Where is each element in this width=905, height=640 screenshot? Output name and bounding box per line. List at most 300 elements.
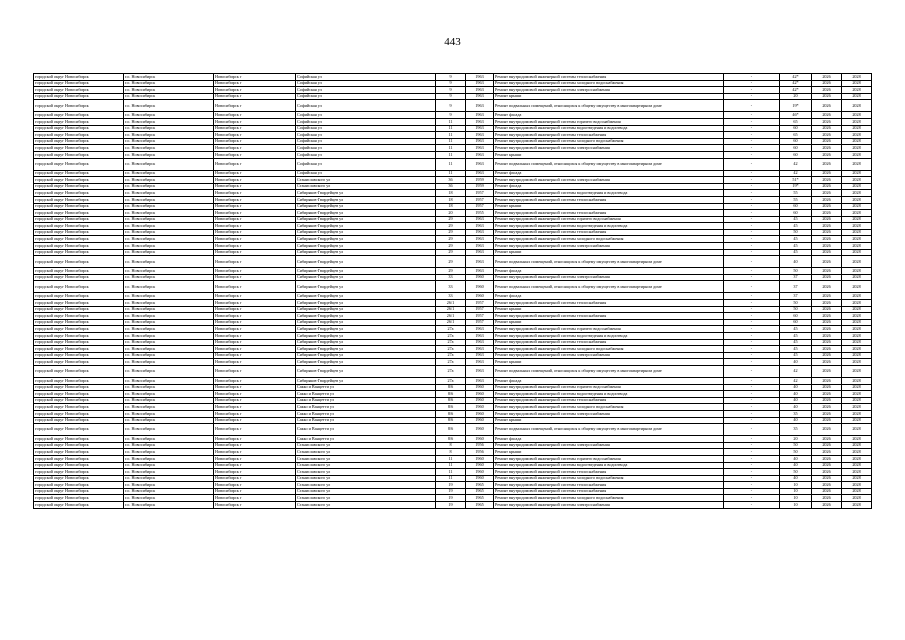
year-from-cell: 2026 [812,346,842,353]
extra-cell: - [724,138,780,145]
value-cell: 50 [780,229,812,236]
year-from-cell: 2026 [812,87,842,94]
value-cell: 65 [780,132,812,139]
value-cell: 40 [780,475,812,482]
value-cell: 60 [780,313,812,320]
extra-cell: - [724,352,780,359]
year-from-cell: 2026 [812,151,842,158]
city-cell: Новосибирск г [214,404,296,411]
extra-cell: - [724,216,780,223]
city-cell: Новосибирск г [214,243,296,250]
table-row [34,293,872,300]
street-cell: Станиславского ул [296,449,436,456]
house-cell: 11 [436,125,466,132]
municipality-cell: городской округ Новосибирск [34,151,124,158]
house-cell: 19 [436,502,466,509]
municipality-cell: городской округ Новосибирск [34,249,124,256]
table-row [34,125,872,132]
extra-cell: - [724,274,780,281]
year-from-cell: 2026 [812,196,842,203]
year-from-cell: 2026 [812,455,842,462]
work-type-cell: Ремонт фасада [494,170,724,177]
city-cell: Новосибирск г [214,249,296,256]
year-to-cell: 2028 [842,306,872,313]
value-cell: 35 [780,410,812,417]
year-cell: 1963 [466,93,494,100]
municipality-cell: городской округ Новосибирск [34,223,124,230]
year-from-cell: 2026 [812,118,842,125]
value-cell: 40 [780,359,812,366]
table-row [34,87,872,94]
district-cell: г.о. Новосибирск [124,170,214,177]
house-cell: 9 [436,112,466,119]
work-type-cell: Ремонт внутридомовой инженерной системы электроснабжения [494,352,724,359]
extra-cell: - [724,236,780,243]
table-row [34,469,872,476]
house-cell: 11 [436,132,466,139]
house-cell: 11 [436,469,466,476]
table-row [34,359,872,366]
table-row [34,74,872,81]
year-from-cell: 2026 [812,417,842,424]
value-cell: 10 [780,488,812,495]
work-type-cell: Ремонт внутридомовой инженерной системы теплоснабжения [494,339,724,346]
value-cell: 50 [780,469,812,476]
work-type-cell: Ремонт внутридомовой инженерной системы горячего водоснабжения [494,216,724,223]
year-to-cell: 2028 [842,256,872,268]
year-to-cell: 2028 [842,346,872,353]
table-row [34,482,872,489]
year-from-cell: 2026 [812,462,842,469]
work-type-cell: Ремонт внутридомовой инженерной системы холодного водоснабжения [494,138,724,145]
year-cell: 1963 [466,80,494,87]
municipality-cell: городской округ Новосибирск [34,436,124,443]
street-cell: Сакко и Ванцетти ул [296,410,436,417]
year-to-cell: 2028 [842,112,872,119]
municipality-cell: городской округ Новосибирск [34,93,124,100]
extra-cell: - [724,87,780,94]
value-cell: 60 [780,125,812,132]
street-cell: Софийская ул [296,138,436,145]
extra-cell: - [724,100,780,112]
year-from-cell: 2026 [812,469,842,476]
municipality-cell: городской округ Новосибирск [34,306,124,313]
year-to-cell: 2028 [842,151,872,158]
value-cell: 60 [780,319,812,326]
year-to-cell: 2028 [842,158,872,170]
value-cell: 65 [780,118,812,125]
district-cell: г.о. Новосибирск [124,339,214,346]
year-from-cell: 2026 [812,410,842,417]
house-cell: 33 [436,281,466,293]
street-cell: Сибиряков-Гвардейцев ул [296,306,436,313]
year-from-cell: 2026 [812,158,842,170]
year-to-cell: 2028 [842,436,872,443]
municipality-cell: городской округ Новосибирск [34,397,124,404]
house-cell: 11 [436,151,466,158]
year-from-cell: 2026 [812,145,842,152]
district-cell: г.о. Новосибирск [124,100,214,112]
year-cell: 1960 [466,424,494,436]
district-cell: г.о. Новосибирск [124,80,214,87]
work-type-cell: Ремонт внутридомовой инженерной системы электроснабжения [494,145,724,152]
year-from-cell: 2026 [812,74,842,81]
table-row [34,488,872,495]
municipality-cell: городской округ Новосибирск [34,112,124,119]
city-cell: Новосибирск г [214,462,296,469]
municipality-cell: городской округ Новосибирск [34,442,124,449]
city-cell: Новосибирск г [214,326,296,333]
municipality-cell: городской округ Новосибирск [34,482,124,489]
district-cell: г.о. Новосибирск [124,455,214,462]
house-cell: 8/6 [436,410,466,417]
city-cell: Новосибирск г [214,93,296,100]
municipality-cell: городской округ Новосибирск [34,229,124,236]
value-cell: 40 [780,455,812,462]
municipality-cell: городской округ Новосибирск [34,274,124,281]
house-cell: 9 [436,93,466,100]
house-cell: 19 [436,482,466,489]
house-cell: 36 [436,177,466,184]
street-cell: Сибиряков-Гвардейцев ул [296,359,436,366]
street-cell: Софийская ул [296,151,436,158]
street-cell: Сибиряков-Гвардейцев ул [296,190,436,197]
work-type-cell: Ремонт крыши [494,417,724,424]
year-cell: 1963 [466,170,494,177]
year-to-cell: 2028 [842,125,872,132]
year-to-cell: 2028 [842,177,872,184]
house-cell: 8/6 [436,404,466,411]
city-cell: Новосибирск г [214,319,296,326]
year-to-cell: 2028 [842,132,872,139]
house-cell: 27а [436,333,466,340]
city-cell: Новосибирск г [214,391,296,398]
table-row [34,391,872,398]
year-to-cell: 2028 [842,482,872,489]
city-cell: Новосибирск г [214,410,296,417]
work-type-cell: Ремонт внутридомовой инженерной системы электроснабжения [494,502,724,509]
house-cell: 11 [436,118,466,125]
year-from-cell: 2026 [812,281,842,293]
municipality-cell: городской округ Новосибирск [34,125,124,132]
municipality-cell: городской округ Новосибирск [34,469,124,476]
street-cell: Сибиряков-Гвардейцев ул [296,346,436,353]
district-cell: г.о. Новосибирск [124,442,214,449]
municipality-cell: городской округ Новосибирск [34,404,124,411]
year-from-cell: 2026 [812,313,842,320]
year-cell: 1963 [466,223,494,230]
municipality-cell: городской округ Новосибирск [34,475,124,482]
house-cell: 29 [436,236,466,243]
extra-cell: - [724,243,780,250]
district-cell: г.о. Новосибирск [124,410,214,417]
year-cell: 1963 [466,346,494,353]
year-to-cell: 2028 [842,469,872,476]
value-cell: 37 [780,274,812,281]
work-type-cell: Ремонт внутридомовой инженерной системы электроснабжения [494,410,724,417]
city-cell: Новосибирск г [214,145,296,152]
year-cell: 1960 [466,462,494,469]
house-cell: 33 [436,293,466,300]
work-type-cell: Ремонт внутридомовой инженерной системы электроснабжения [494,274,724,281]
year-to-cell: 2028 [842,281,872,293]
house-cell: 36 [436,183,466,190]
work-type-cell: Ремонт крыши [494,319,724,326]
street-cell: Сибиряков-Гвардейцев ул [296,293,436,300]
year-from-cell: 2026 [812,249,842,256]
district-cell: г.о. Новосибирск [124,93,214,100]
table-row [34,384,872,391]
city-cell: Новосибирск г [214,482,296,489]
extra-cell: - [724,482,780,489]
extra-cell: - [724,339,780,346]
value-cell: 50 [780,268,812,275]
street-cell: Софийская ул [296,145,436,152]
city-cell: Новосибирск г [214,236,296,243]
work-type-cell: Ремонт фасада [494,436,724,443]
house-cell: 27а [436,339,466,346]
district-cell: г.о. Новосибирск [124,210,214,217]
city-cell: Новосибирск г [214,87,296,94]
table-row [34,256,872,268]
district-cell: г.о. Новосибирск [124,482,214,489]
extra-cell: - [724,417,780,424]
year-to-cell: 2028 [842,243,872,250]
work-type-cell: Ремонт крыши [494,249,724,256]
year-cell: 1963 [466,151,494,158]
work-type-cell: Ремонт подвальных помещений, относящихся к общему имуществу в многоквартирном доме [494,158,724,170]
year-from-cell: 2026 [812,268,842,275]
street-cell: Станиславского ул [296,502,436,509]
district-cell: г.о. Новосибирск [124,488,214,495]
year-from-cell: 2026 [812,359,842,366]
extra-cell: - [724,300,780,307]
value-cell: 45 [780,236,812,243]
work-type-cell: Ремонт внутридомовой инженерной системы холодного водоснабжения [494,495,724,502]
table-row [34,170,872,177]
extra-cell: - [724,118,780,125]
house-cell: 29 [436,229,466,236]
street-cell: Сибиряков-Гвардейцев ул [296,339,436,346]
work-type-cell: Ремонт фасада [494,183,724,190]
municipality-cell: городской округ Новосибирск [34,210,124,217]
street-cell: Сибиряков-Гвардейцев ул [296,281,436,293]
work-type-cell: Ремонт крыши [494,151,724,158]
municipality-cell: городской округ Новосибирск [34,87,124,94]
year-cell: 1957 [466,313,494,320]
work-type-cell: Ремонт подвальных помещений, относящихся к общему имуществу в многоквартирном доме [494,365,724,377]
table-row [34,190,872,197]
street-cell: Сибиряков-Гвардейцев ул [296,229,436,236]
street-cell: Сибиряков-Гвардейцев ул [296,365,436,377]
year-to-cell: 2028 [842,236,872,243]
extra-cell: - [724,469,780,476]
year-cell: 1965 [466,488,494,495]
work-type-cell: Ремонт внутридомовой инженерной системы водоотведения и водоотвода [494,391,724,398]
city-cell: Новосибирск г [214,100,296,112]
street-cell: Сибиряков-Гвардейцев ул [296,319,436,326]
value-cell: 46* [780,112,812,119]
table-row [34,455,872,462]
work-type-cell: Ремонт внутридомовой инженерной системы холодного водоснабжения [494,475,724,482]
house-cell: 9 [436,74,466,81]
year-to-cell: 2028 [842,229,872,236]
year-cell: 1963 [466,138,494,145]
district-cell: г.о. Новосибирск [124,112,214,119]
extra-cell: - [724,74,780,81]
year-cell: 1965 [466,495,494,502]
city-cell: Новосибирск г [214,384,296,391]
district-cell: г.о. Новосибирск [124,190,214,197]
district-cell: г.о. Новосибирск [124,365,214,377]
district-cell: г.о. Новосибирск [124,384,214,391]
city-cell: Новосибирск г [214,274,296,281]
value-cell: 37 [780,293,812,300]
work-type-cell: Ремонт фасада [494,377,724,384]
value-cell: 60 [780,138,812,145]
table-row [34,112,872,119]
house-cell: 11 [436,158,466,170]
city-cell: Новосибирск г [214,281,296,293]
work-type-cell: Ремонт внутридомовой инженерной системы теплоснабжения [494,300,724,307]
district-cell: г.о. Новосибирск [124,74,214,81]
street-cell: Сакко и Ванцетти ул [296,391,436,398]
municipality-cell: городской округ Новосибирск [34,118,124,125]
value-cell: 45 [780,216,812,223]
year-from-cell: 2026 [812,319,842,326]
extra-cell: - [724,455,780,462]
street-cell: Сибиряков-Гвардейцев ул [296,216,436,223]
municipality-cell: городской округ Новосибирск [34,424,124,436]
district-cell: г.о. Новосибирск [124,469,214,476]
value-cell: 50 [780,442,812,449]
year-to-cell: 2028 [842,313,872,320]
year-from-cell: 2026 [812,488,842,495]
extra-cell: - [724,281,780,293]
extra-cell: - [724,365,780,377]
house-cell: 18 [436,203,466,210]
city-cell: Новосибирск г [214,339,296,346]
year-from-cell: 2026 [812,183,842,190]
city-cell: Новосибирск г [214,300,296,307]
year-to-cell: 2028 [842,404,872,411]
city-cell: Новосибирск г [214,352,296,359]
city-cell: Новосибирск г [214,417,296,424]
work-type-cell: Ремонт внутридомовой инженерной системы горячего водоснабжения [494,455,724,462]
table-row [34,417,872,424]
street-cell: Сибиряков-Гвардейцев ул [296,236,436,243]
year-to-cell: 2028 [842,196,872,203]
year-to-cell: 2028 [842,326,872,333]
value-cell: 42* [780,87,812,94]
municipality-cell: городской округ Новосибирск [34,326,124,333]
municipality-cell: городской округ Новосибирск [34,177,124,184]
year-to-cell: 2028 [842,384,872,391]
table-row [34,346,872,353]
work-type-cell: Ремонт внутридомовой инженерной системы теплоснабжения [494,397,724,404]
city-cell: Новосибирск г [214,118,296,125]
street-cell: Софийская ул [296,80,436,87]
city-cell: Новосибирск г [214,80,296,87]
district-cell: г.о. Новосибирск [124,502,214,509]
table-row [34,449,872,456]
extra-cell: - [724,158,780,170]
table-row [34,404,872,411]
year-from-cell: 2026 [812,210,842,217]
year-from-cell: 2026 [812,397,842,404]
work-type-cell: Ремонт подвальных помещений, относящихся к общему имуществу в многоквартирном доме [494,281,724,293]
year-to-cell: 2028 [842,410,872,417]
year-cell: 1965 [466,502,494,509]
district-cell: г.о. Новосибирск [124,118,214,125]
work-type-cell: Ремонт внутридомовой инженерной системы холодного водоснабжения [494,404,724,411]
year-from-cell: 2026 [812,333,842,340]
year-to-cell: 2028 [842,87,872,94]
year-cell: 1960 [466,436,494,443]
district-cell: г.о. Новосибирск [124,196,214,203]
year-cell: 1957 [466,203,494,210]
year-to-cell: 2028 [842,352,872,359]
work-type-cell: Ремонт крыши [494,359,724,366]
extra-cell: - [724,203,780,210]
extra-cell: - [724,93,780,100]
table-row [34,281,872,293]
street-cell: Станиславского ул [296,482,436,489]
city-cell: Новосибирск г [214,475,296,482]
extra-cell: - [724,333,780,340]
year-to-cell: 2028 [842,145,872,152]
extra-cell: - [724,223,780,230]
year-cell: 1960 [466,404,494,411]
district-cell: г.о. Новосибирск [124,87,214,94]
municipality-cell: городской округ Новосибирск [34,268,124,275]
street-cell: Станиславского ул [296,495,436,502]
district-cell: г.о. Новосибирск [124,183,214,190]
year-from-cell: 2026 [812,112,842,119]
table-row [34,377,872,384]
district-cell: г.о. Новосибирск [124,306,214,313]
year-to-cell: 2028 [842,339,872,346]
municipality-cell: городской округ Новосибирск [34,196,124,203]
municipality-cell: городской округ Новосибирск [34,256,124,268]
city-cell: Новосибирск г [214,196,296,203]
city-cell: Новосибирск г [214,112,296,119]
extra-cell: - [724,249,780,256]
year-cell: 1963 [466,158,494,170]
municipality-cell: городской округ Новосибирск [34,352,124,359]
house-cell: 27а [436,359,466,366]
extra-cell: - [724,404,780,411]
year-cell: 1963 [466,249,494,256]
year-from-cell: 2026 [812,274,842,281]
year-cell: 1963 [466,339,494,346]
city-cell: Новосибирск г [214,223,296,230]
table-row [34,268,872,275]
extra-cell: - [724,436,780,443]
district-cell: г.о. Новосибирск [124,404,214,411]
district-cell: г.о. Новосибирск [124,274,214,281]
extra-cell: - [724,319,780,326]
year-to-cell: 2028 [842,293,872,300]
value-cell: 40 [780,384,812,391]
page-number: 443 [444,36,461,48]
value-cell: 45 [780,339,812,346]
work-type-cell: Ремонт внутридомовой инженерной системы горячего водоснабжения [494,118,724,125]
city-cell: Новосибирск г [214,397,296,404]
city-cell: Новосибирск г [214,210,296,217]
extra-cell: - [724,449,780,456]
year-to-cell: 2028 [842,249,872,256]
